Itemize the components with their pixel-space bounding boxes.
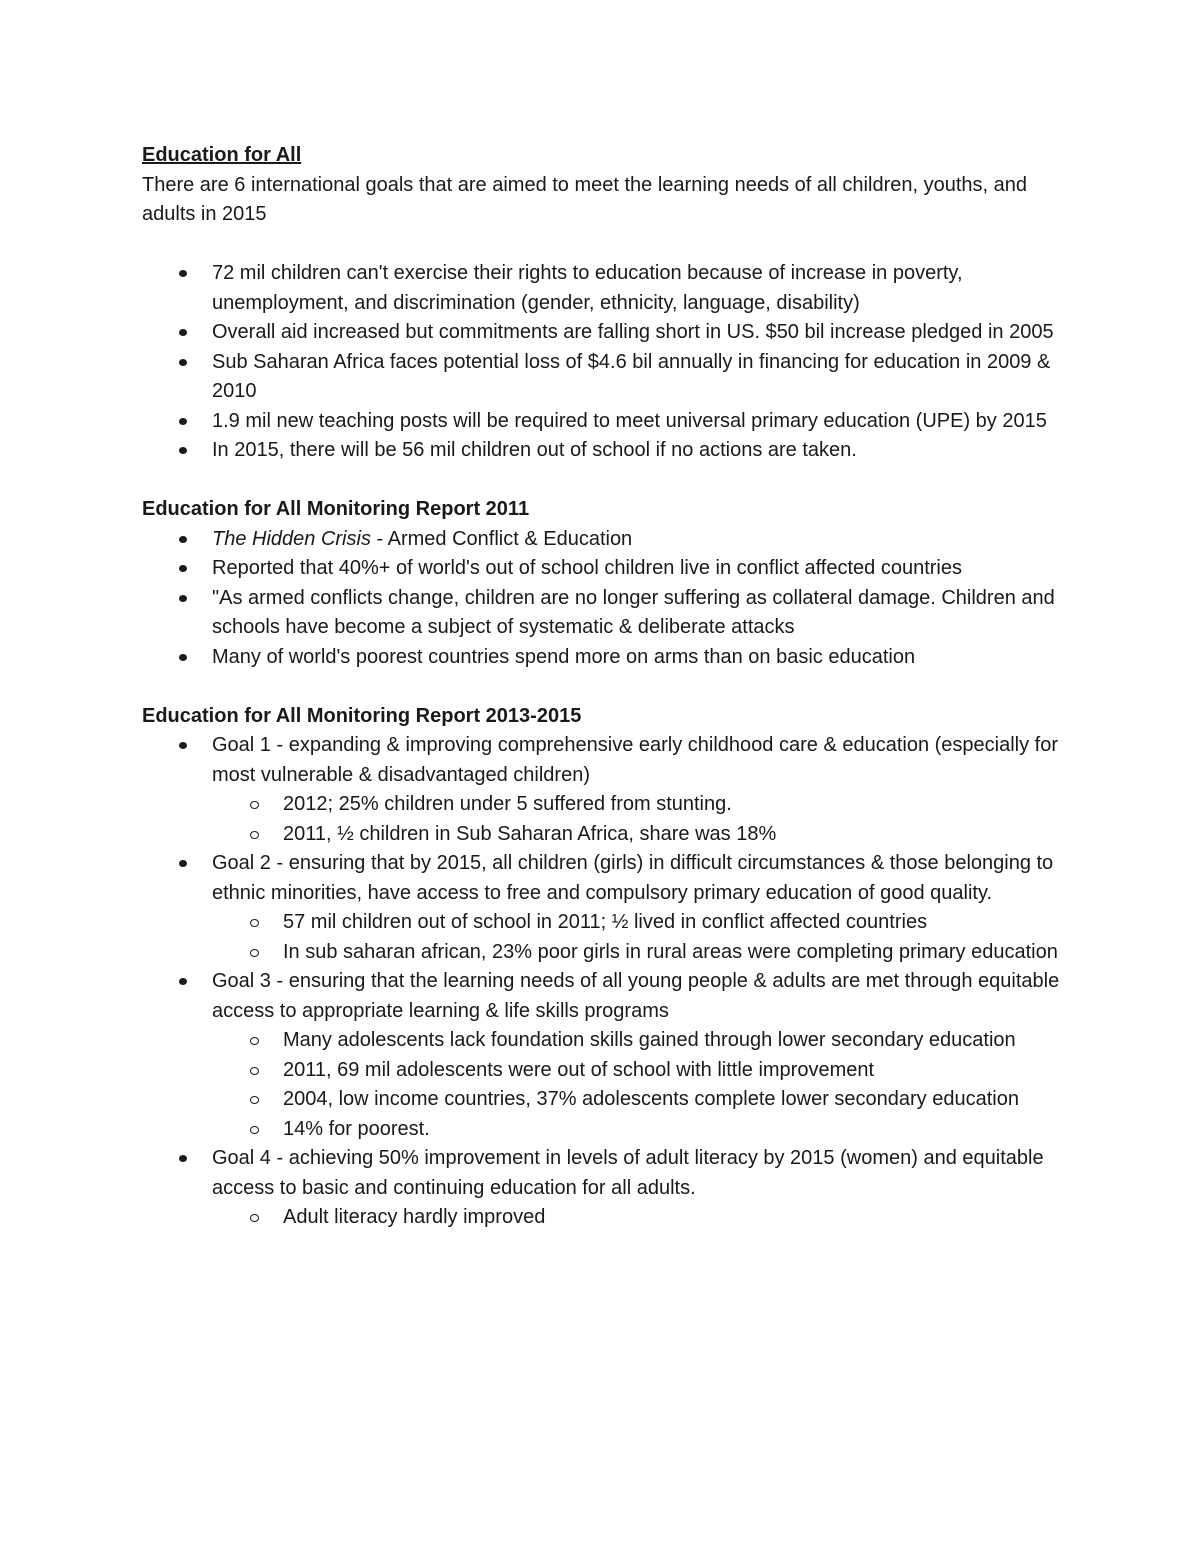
intro-paragraph: There are 6 international goals that are aimed to meet the learning needs of all children, youths, and adults in 2015 bbox=[142, 173, 1027, 225]
section1-list bbox=[142, 259, 1072, 466]
circle-bullet-icon bbox=[250, 1096, 259, 1104]
bullet-icon bbox=[179, 270, 187, 277]
spacer bbox=[142, 672, 1072, 702]
document-page bbox=[142, 141, 1072, 1233]
list-item: Overall aid increased but commitments are falling short in US. $50 bil increase pledged in 2005 bbox=[142, 318, 1072, 348]
spacer bbox=[142, 230, 1072, 260]
list-item: Many of world's poorest countries spend more on arms than on basic education bbox=[142, 643, 1072, 673]
section2-list bbox=[142, 525, 1072, 673]
sub-list bbox=[212, 1203, 1072, 1233]
circle-bullet-icon bbox=[250, 1214, 259, 1222]
list-item: "As armed conflicts change, children are no longer suffering as collateral damage. Children and schools have become a subject of systematic & deliberate attacks bbox=[142, 584, 1072, 643]
list-item-goal-1: Goal 1 - expanding & improving comprehensive early childhood care & education (especially for most vulnerable & disadvantaged children) 2012; 25% children under 5 suffered from stunting. 2011, ½ children in Sub Saharan Africa, share was 18% bbox=[142, 731, 1072, 849]
sub-list-item: 2004, low income countries, 37% adolescents complete lower secondary education bbox=[142, 1085, 1072, 1115]
circle-bullet-icon bbox=[250, 1067, 259, 1075]
bullet-icon bbox=[179, 595, 187, 602]
bullet-icon bbox=[179, 418, 187, 425]
sub-list bbox=[212, 908, 1072, 967]
circle-bullet-icon bbox=[250, 919, 259, 927]
sub-list-item: 2011, ½ children in Sub Saharan Africa, share was 18% bbox=[142, 820, 1072, 850]
list-item-goal-2: Goal 2 - ensuring that by 2015, all children (girls) in difficult circumstances & those belonging to ethnic minorities, have access to free and compulsory primary education of good quality. 57 mil children out of school in 2011; ½ lived in conflict affected countries In sub saharan african, 23% poor girls in rural areas were completing primary education bbox=[142, 849, 1072, 967]
section-title-report-2013-2015: Education for All Monitoring Report 2013-2015 bbox=[142, 704, 582, 727]
sub-list-item: 14% for poorest. bbox=[142, 1115, 1072, 1145]
sub-list bbox=[212, 1026, 1072, 1144]
circle-bullet-icon bbox=[250, 1126, 259, 1134]
bullet-icon bbox=[179, 860, 187, 867]
italic-title: The Hidden Crisis bbox=[212, 527, 371, 550]
bullet-icon bbox=[179, 978, 187, 985]
sub-list-item: 2011, 69 mil adolescents were out of school with little improvement bbox=[142, 1056, 1072, 1086]
bullet-icon bbox=[179, 447, 187, 454]
list-item-goal-3: Goal 3 - ensuring that the learning needs of all young people & adults are met through equitable access to appropriate learning & life skills programs Many adolescents lack foundation skills gained through lower secondary education 2011, 69 mil adolescents were out of school with little improvement 2004, low income countries, 37% adolescents complete lower secondary education 14% for poorest. bbox=[142, 967, 1072, 1144]
circle-bullet-icon bbox=[250, 831, 259, 839]
bullet-icon bbox=[179, 329, 187, 336]
sub-list-item: 2012; 25% children under 5 suffered from stunting. bbox=[142, 790, 1072, 820]
section3-list bbox=[142, 731, 1072, 1233]
list-item: 1.9 mil new teaching posts will be required to meet universal primary education (UPE) by 2015 bbox=[142, 407, 1072, 437]
list-item: In 2015, there will be 56 mil children out of school if no actions are taken. bbox=[142, 436, 1072, 466]
bullet-icon bbox=[179, 742, 187, 749]
list-item: Reported that 40%+ of world's out of school children live in conflict affected countries bbox=[142, 554, 1072, 584]
list-item-goal-4: Goal 4 - achieving 50% improvement in levels of adult literacy by 2015 (women) and equitable access to basic and continuing education for all adults. Adult literacy hardly improved bbox=[142, 1144, 1072, 1233]
bullet-icon bbox=[179, 359, 187, 366]
list-item: Sub Saharan Africa faces potential loss of $4.6 bil annually in financing for education in 2009 & 2010 bbox=[142, 348, 1072, 407]
sub-list-item: Adult literacy hardly improved bbox=[142, 1203, 1072, 1233]
list-item: 72 mil children can't exercise their rights to education because of increase in poverty, unemployment, and discrimination (gender, ethnicity, language, disability) bbox=[142, 259, 1072, 318]
list-item: The Hidden Crisis - Armed Conflict & Education bbox=[142, 525, 1072, 555]
bullet-icon bbox=[179, 654, 187, 661]
circle-bullet-icon bbox=[250, 801, 259, 809]
bullet-icon bbox=[179, 1155, 187, 1162]
sub-list-item: In sub saharan african, 23% poor girls in rural areas were completing primary education bbox=[142, 938, 1072, 968]
section-title-report-2011: Education for All Monitoring Report 2011 bbox=[142, 498, 530, 520]
circle-bullet-icon bbox=[250, 949, 259, 957]
spacer bbox=[142, 466, 1072, 496]
circle-bullet-icon bbox=[250, 1037, 259, 1045]
sub-list-item: Many adolescents lack foundation skills gained through lower secondary education bbox=[142, 1026, 1072, 1056]
sub-list bbox=[212, 790, 1072, 849]
bullet-icon bbox=[179, 565, 187, 572]
section-title-education-for-all: Education for All bbox=[142, 144, 302, 166]
sub-list-item: 57 mil children out of school in 2011; ½ lived in conflict affected countries bbox=[142, 908, 1072, 938]
bullet-icon bbox=[179, 536, 187, 543]
